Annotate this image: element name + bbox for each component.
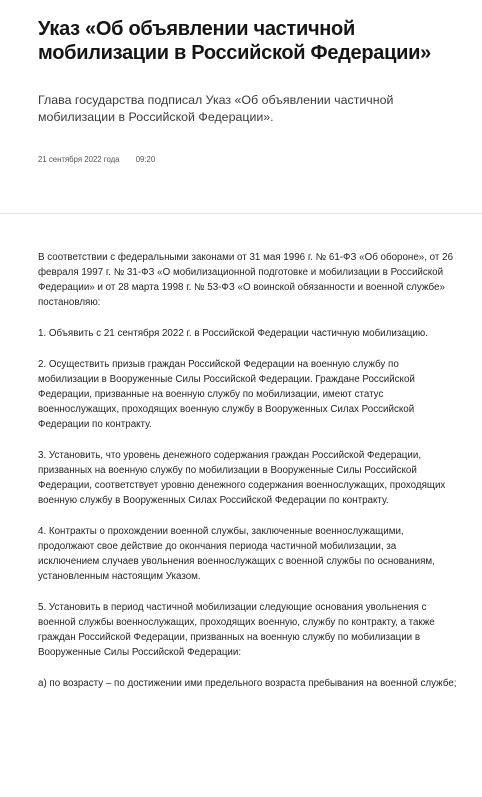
decree-item-4: 4. Контракты о прохождении военной службы, заключенные военнослужащими, продолжают свое действие до окончания периода частичной мобилизации, за исключением случаев увольнения военнослужащих с военной службы по основаниям, установленным настоящим Указом. — [38, 526, 435, 582]
decree-item-3: 3. Установить, что уровень денежного содержания граждан Российской Федерации, призванных на военную службу по мобилизации в Вооруженные Силы Российской Федерации, соответствует уровню денежного содержания военнослужащих, проходящих военную службу в Вооруженных Силах Российской Федерации по контракту. — [38, 450, 446, 506]
decree-text — [38, 250, 458, 691]
decree-item-2: 2. Осуществить призыв граждан Российской Федерации на военную службу по мобилизации в Вооруженные Силы Российской Федерации. Граждане Российской Федерации, призванные на военную службу по мобилизации, имеют статус военнослужащих, проходящих военную службу в Вооруженных Силах Российской Федерации по контракту. — [38, 359, 415, 430]
page-title: Указ «Об объявлении частичной мобилизации в Российской Федерации» — [38, 18, 431, 64]
decree-preamble: В соответствии с федеральными законами от 31 мая 1996 г. № 61-ФЗ «Об обороне», от 26 февраля 1997 г. № 31-ФЗ «О мобилизационной подготовке и мобилизации в Российской Федерации» и от 28 марта 1998 г. № 53-ФЗ «О воинской обязанности и военной службе» постановляю: — [38, 252, 454, 308]
article-lead: Глава государства подписал Указ «Об объявлении частичной мобилизации в Российской Федерации». — [38, 93, 394, 124]
section-divider — [0, 213, 482, 214]
decree-item-1: 1. Объявить с 21 сентября 2022 г. в Российской Федерации частичную мобилизацию. — [38, 328, 428, 339]
publication-time: 09:20 — [135, 155, 156, 164]
publication-meta — [38, 155, 155, 165]
decree-item-5a: а) по возрасту – по достижении ими предельного возраста пребывания на военной службе; — [38, 678, 457, 689]
publication-date: 21 сентября 2022 года — [38, 155, 120, 164]
decree-item-5: 5. Установить в период частичной мобилизации следующие основания увольнения с военной службы военнослужащих, проходящих военную, службу по контракту, а также граждан Российской Федерации, призванных на военную службу по мобилизации в Вооруженные Силы Российской Федерации: — [38, 602, 435, 658]
